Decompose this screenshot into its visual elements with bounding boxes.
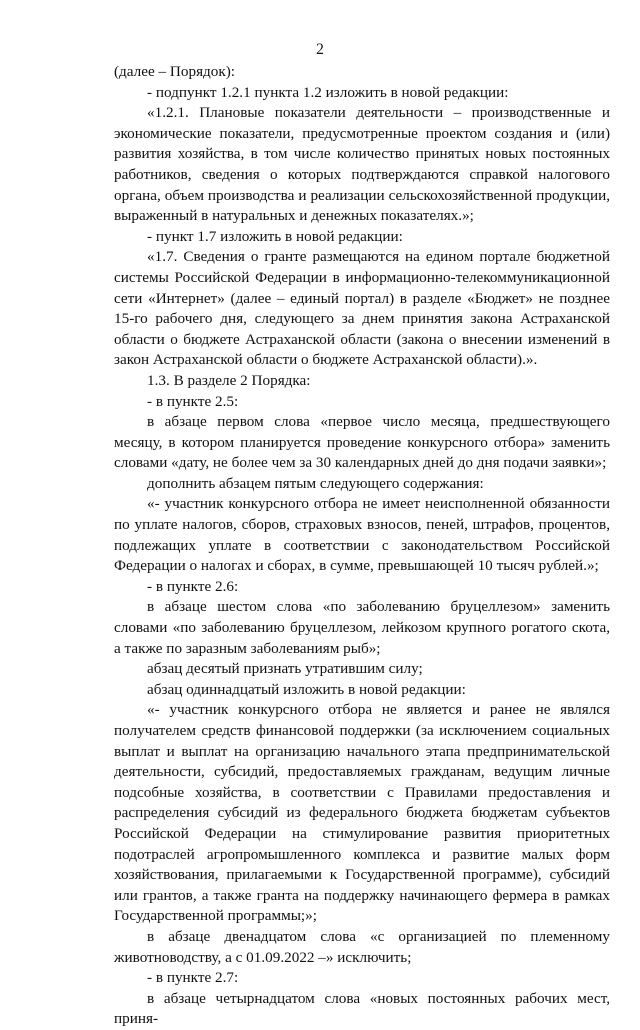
document-body [114, 62, 610, 1030]
paragraph-13: абзац десятый признать утратившим силу; [147, 660, 423, 678]
paragraph-11: - в пункте 2.6: [147, 577, 239, 595]
paragraph-6: 1.3. В разделе 2 Порядка: [147, 371, 311, 389]
paragraph-10: «- участник конкурсного отбора не имеет неисполненной обязанности по уплате налогов, сборов, страховых взносов, пеней, штрафов, процентов, подлежащих уплате в соответствии с законодательством Российской Федерации о налогах и сборах, в сумме, превышающей 10 тысяч рублей.»; [114, 495, 610, 575]
paragraph-5: «1.7. Сведения о гранте размещаются на едином портале бюджетной системы Российской Федерации в информационно-телекоммуникационной сети «Интернет» (далее – единый портал) в разделе «Бюджет» не позднее 15-го рабочего дня, следующего за днем принятия закона Астраханской области о бюджете Астраханской области (закона о внесении изменений в закон Астраханской области о бюджете Астраханской области).». [114, 248, 610, 369]
paragraph-17: - в пункте 2.7: [147, 969, 239, 987]
paragraph-18: в абзаце четырнадцатом слова «новых постоянных рабочих мест, приня- [114, 989, 610, 1028]
paragraph-12: в абзаце шестом слова «по заболеванию бруцеллезом» заменить словами «по заболеванию бруцеллезом, лейкозом крупного рогатого скота, а также по заразным заболеваниям рыб»; [114, 598, 610, 657]
paragraph-2: - подпункт 1.2.1 пункта 1.2 изложить в новой редакции: [147, 83, 509, 101]
paragraph-4: - пункт 1.7 изложить в новой редакции: [147, 227, 403, 245]
paragraph-1: (далее – Порядок): [114, 63, 236, 80]
paragraph-7: - в пункте 2.5: [147, 392, 239, 410]
paragraph-16: в абзаце двенадцатом слова «с организацией по племенному животноводству, а с 01.09.2022 –» исключить; [114, 927, 610, 966]
paragraph-14: абзац одиннадцатый изложить в новой редакции: [147, 680, 466, 698]
paragraph-3: «1.2.1. Плановые показатели деятельности – производственные и экономические показатели, предусмотренные проектом создания и (или) развития хозяйства, в том числе количество принятых новых постоянных работников, сведения о которых подтверждаются справкой налогового органа, объем производства и реализации сельскохозяйственной продукции, выраженный в натуральных и денежных показателях.»; [114, 104, 610, 225]
page-number: 2 [316, 41, 324, 58]
paragraph-9: дополнить абзацем пятым следующего содержания: [147, 474, 484, 492]
paragraph-15: «- участник конкурсного отбора не является и ранее не являлся получателем средств финансовой поддержки (за исключением социальных выплат и выплат на организацию начального этапа предпринимательской деятельности, субсидий, предоставляемых гражданам, ведущим личные подсобные хозяйства, в соответствии с Правилами предоставления и распределения субсидий из федерального бюджета бюджетам субъектов Российской Федерации на стимулирование развития приоритетных подотраслей агропромышленного комплекса и развитие малых форм хозяйствования, прилагаемыми к Государственной программе), субсидий или грантов, а также гранта на поддержку начинающего фермера в рамках Государственной программы;»; [114, 701, 610, 925]
paragraph-8: в абзаце первом слова «первое число месяца, предшествующего месяцу, в котором планируется проведение конкурсного отбора» заменить словами «дату, не более чем за 30 календарных дней до дня подачи заявки»; [114, 413, 610, 472]
